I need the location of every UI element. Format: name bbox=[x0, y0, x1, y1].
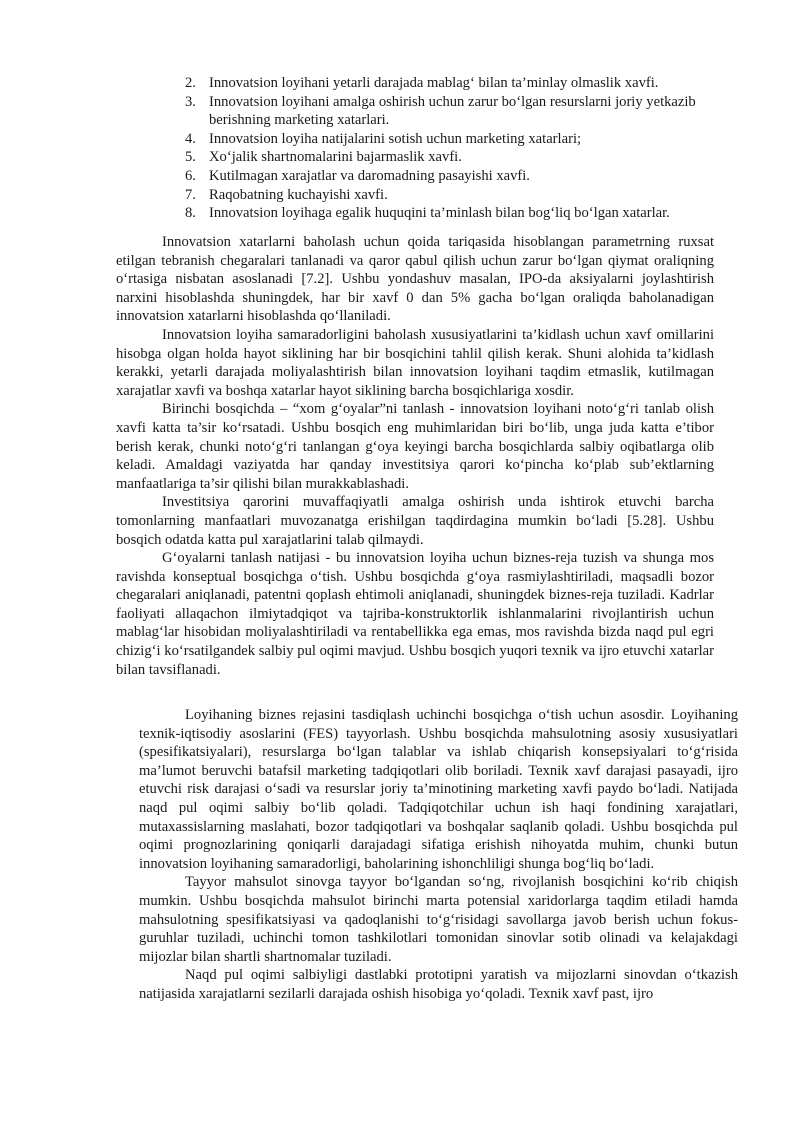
list-item bbox=[185, 93, 755, 130]
list-number: 6. bbox=[185, 167, 196, 184]
list-item bbox=[185, 148, 755, 167]
paragraph: Investitsiya qarorini muvaffaqiyatli amalga oshirish unda ishtirok etuvchi barcha tomonlarning manfaatlari muvozanatga erishilgan taqdirdagina mumkin bo‘ladi [5.28]. Ushbu bosqich odatda katta pul xarajatlarini talab qilmaydi. bbox=[116, 494, 714, 548]
risk-list bbox=[185, 74, 755, 223]
list-text: Innovatsion loyihani amalga oshirish uchun zarur bo‘lgan resurslarni joriy yetkazib berishning marketing xatarlari. bbox=[209, 93, 696, 129]
list-number: 2. bbox=[185, 75, 196, 91]
list-item bbox=[185, 167, 755, 186]
paragraph: Naqd pul oqimi salbiyligi dastlabki prototipni yaratish va mijozlarni sinovdan o‘tkazish natijasida xarajatlarni sezilarli darajada oshish hisobiga yo‘qoladi. Texnik xavf past, ijro bbox=[139, 967, 738, 1002]
list-text: Kutilmagan xarajatlar va daromadning pasayishi xavfi. bbox=[209, 167, 530, 184]
list-item bbox=[185, 74, 755, 93]
list-number: 8. bbox=[185, 205, 196, 222]
paragraph: Birinchi bosqichda – “xom g‘oyalar”ni tanlash - innovatsion loyihani noto‘g‘ri tanlab olish xavfi katta ta’sir ko‘rsatadi. Ushbu bosqich eng muhimlaridan biri bo‘lib, unga juda katta e’tibor berish kerak, chunki noto‘g‘ri tanlangan g‘oya keyingi barcha bosqichlarda salbiy oqibatlarga olib keladi. Amaldagi vaziyatda har qanday investitsiya qarori ko‘pincha ko‘plab sub’ektlarning manfaatlariga ta’sir qilishi bilan murakkablashadi. bbox=[116, 401, 714, 492]
list-text: Innovatsion loyiha natijalarini sotish uchun marketing xatarlari; bbox=[209, 130, 582, 147]
body-text-block-1 bbox=[116, 233, 714, 679]
list-item bbox=[185, 130, 755, 149]
list-item bbox=[185, 186, 755, 205]
list-number: 4. bbox=[185, 130, 196, 147]
list-item bbox=[185, 204, 755, 223]
paragraph: G‘oyalarni tanlash natijasi - bu innovatsion loyiha uchun biznes-reja tuzish va shunga mos ravishda konseptual bosqichga o‘tish. Ushbu bosqichda g‘oya rasmiylashtiriladi, maqsadli bozor chegaralari aniqlanadi, patentni qoplash ehtimoli aniqlanadi, shuningdek biznes-reja tuziladi. Kadrlar faoliyati allaqachon ilmiytadqiqot va tajriba-konstruktorlik ishlanmalarini rivojlantirish uchun mablag‘lar hisobidan moliyalashtiriladi va rentabellikka ega emas, mos ravishda bizda naqd pul egri chizig‘i ko‘rsatilgandek salbiy pul oqimi mavjud. Ushbu bosqich yuqori texnik va ijro etuvchi xatarlar bilan tavsiflanadi. bbox=[116, 550, 714, 678]
list-number: 3. bbox=[185, 93, 196, 110]
list-text: Innovatsion loyihaga egalik huquqini ta’minlash bilan bog‘liq bo‘lgan xatarlar. bbox=[209, 205, 670, 222]
list-text: Raqobatning kuchayishi xavfi. bbox=[209, 186, 388, 203]
paragraph: Loyihaning biznes rejasini tasdiqlash uchinchi bosqichga o‘tish uchun asosdir. Loyihaning texnik-iqtisodiy asoslarini (FES) tayyorlash. Ushbu bosqichda mahsulotning asosiy xususiyatlari (spesifikatsiyalari), resurslarga bo‘lgan talablar va ishlab chiqarish konsepsiyalari to‘g‘risida ma’lumot beruvchi batafsil marketing tadqiqotlari olib boriladi. Texnik xavf darajasi pasayadi, ijro etuvchi risk darajasi o‘sadi va resurslar joriy ta’minotining marketing xavfi paydo bo‘ladi. Natijada naqd pul oqimi salbiy bo‘lib qoladi. Tadqiqotchilar uchun ish haqi fondining xarajatlari, mutaxassislarning maslahati, bozor tadqiqotlari va boshqalar saqlanib qoladi. Ushbu bosqichda pul oqimi prognozlarining qoniqarli darajadagi sifatiga erishish nihoyatda muhim, chunki butun innovatsion loyihaning samaradorligi, baholarining ishonchliligi shunga bog‘liq bo‘ladi. bbox=[139, 707, 738, 872]
list-number: 5. bbox=[185, 149, 196, 166]
body-text-block-2 bbox=[139, 706, 738, 1004]
paragraph: Innovatsion xatarlarni baholash uchun qoida tariqasida hisoblangan parametrning ruxsat etilgan tebranish chegaralari tanlanadi va qaror qabul qilish uchun zarur bo‘lgan qiymat oraliqning o‘rtasiga nisbatan asoslanadi [7.2]. Ushbu yondashuv masalan, IPO-da aksiyalarni joylashtirish narxini hisoblashda shuningdek, har bir xavf 0 dan 5% gacha bo‘lgan oraliqda baholanadigan innovatsion xatarlarni hisoblashda qo‘llaniladi. bbox=[116, 234, 714, 325]
list-text: Innovatsion loyihani yetarli darajada mablag‘ bilan ta’minlay olmaslik xavfi. bbox=[209, 75, 659, 91]
paragraph: Tayyor mahsulot sinovga tayyor bo‘lgandan so‘ng, rivojlanish bosqichini ko‘rib chiqish mumkin. Ushbu bosqichda mahsulot birinchi marta potensial xaridorlarga taqdim etiladi hamda mahsulotning spesifikatsiyasi va qadoqlanishi to‘g‘risidagi savollarga javob berish uchun fokus-guruhlar tuziladi, uchinchi tomon tashkilotlari tomonidan sinovlar sotib olinadi va kelajakdagi mijozlar bilan shartli shartnomalar tuziladi. bbox=[139, 874, 738, 965]
list-number: 7. bbox=[185, 186, 196, 203]
list-text: Xo‘jalik shartnomalarini bajarmaslik xavfi. bbox=[209, 149, 462, 166]
paragraph: Innovatsion loyiha samaradorligini baholash xususiyatlarini ta’kidlash uchun xavf omillarini hisobga olgan holda hayot siklining har bir bosqichini tahlil qilish kerak. Shuni alohida ta’kidlash kerakki, yetarli darajada moliyalashtirish bilan innovatsion loyihani taqdim etmaslik, kutilmagan xarajatlar xavfi va boshqa xatarlar hayot siklining barcha bosqichlariga xosdir. bbox=[116, 326, 714, 399]
